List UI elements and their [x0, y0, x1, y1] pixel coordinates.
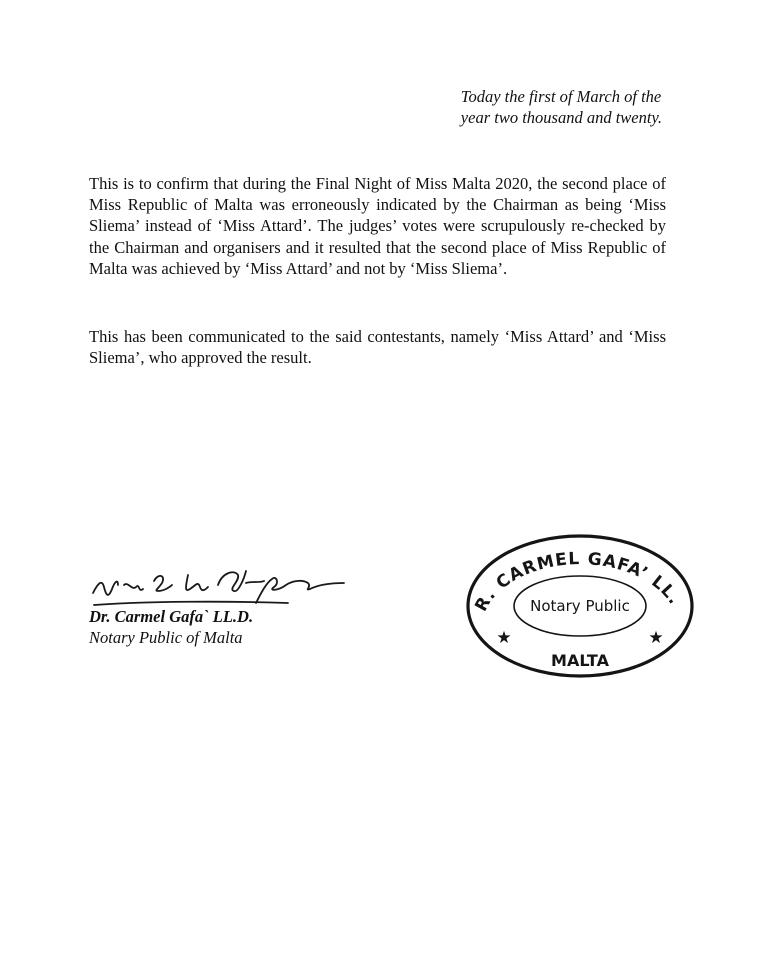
stamp-star-left-icon: ★ [496, 628, 512, 648]
paragraph-confirmation: This is to confirm that during the Final Night of Miss Malta 2020, the second place of Miss Republic of Malta was erroneously indicated by the Chairman as being ‘Miss Sliema’ instead of ‘Miss Attard’. The judges’ votes were scrupulously re-checked by the Chairman and organisers and it resulted that the second place of Miss Republic of Malta was achieved by ‘Miss Attard’ and not by ‘Miss Sliema’. [89, 174, 666, 278]
notary-stamp-seal [462, 530, 698, 680]
date-block [461, 86, 662, 128]
stamp-bottom-text: MALTA [551, 651, 609, 670]
paragraph-communication: This has been communicated to the said contestants, namely ‘Miss Attard’ and ‘Miss Sliema’, who approved the result. [89, 327, 666, 368]
signer-name: Dr. Carmel Gafa` LL.D. [89, 607, 254, 626]
notary-stamp [462, 530, 698, 680]
stamp-star-right-icon: ★ [648, 628, 664, 648]
date-line-1: Today the first of March of the [460, 87, 662, 106]
stamp-top-text: R. CARMEL GAFA’ LL. [471, 548, 685, 615]
signer-title: Notary Public of Malta [89, 628, 243, 647]
date-line-2: year two thousand and twenty. [460, 108, 662, 127]
stamp-center-text: Notary Public [530, 597, 630, 615]
